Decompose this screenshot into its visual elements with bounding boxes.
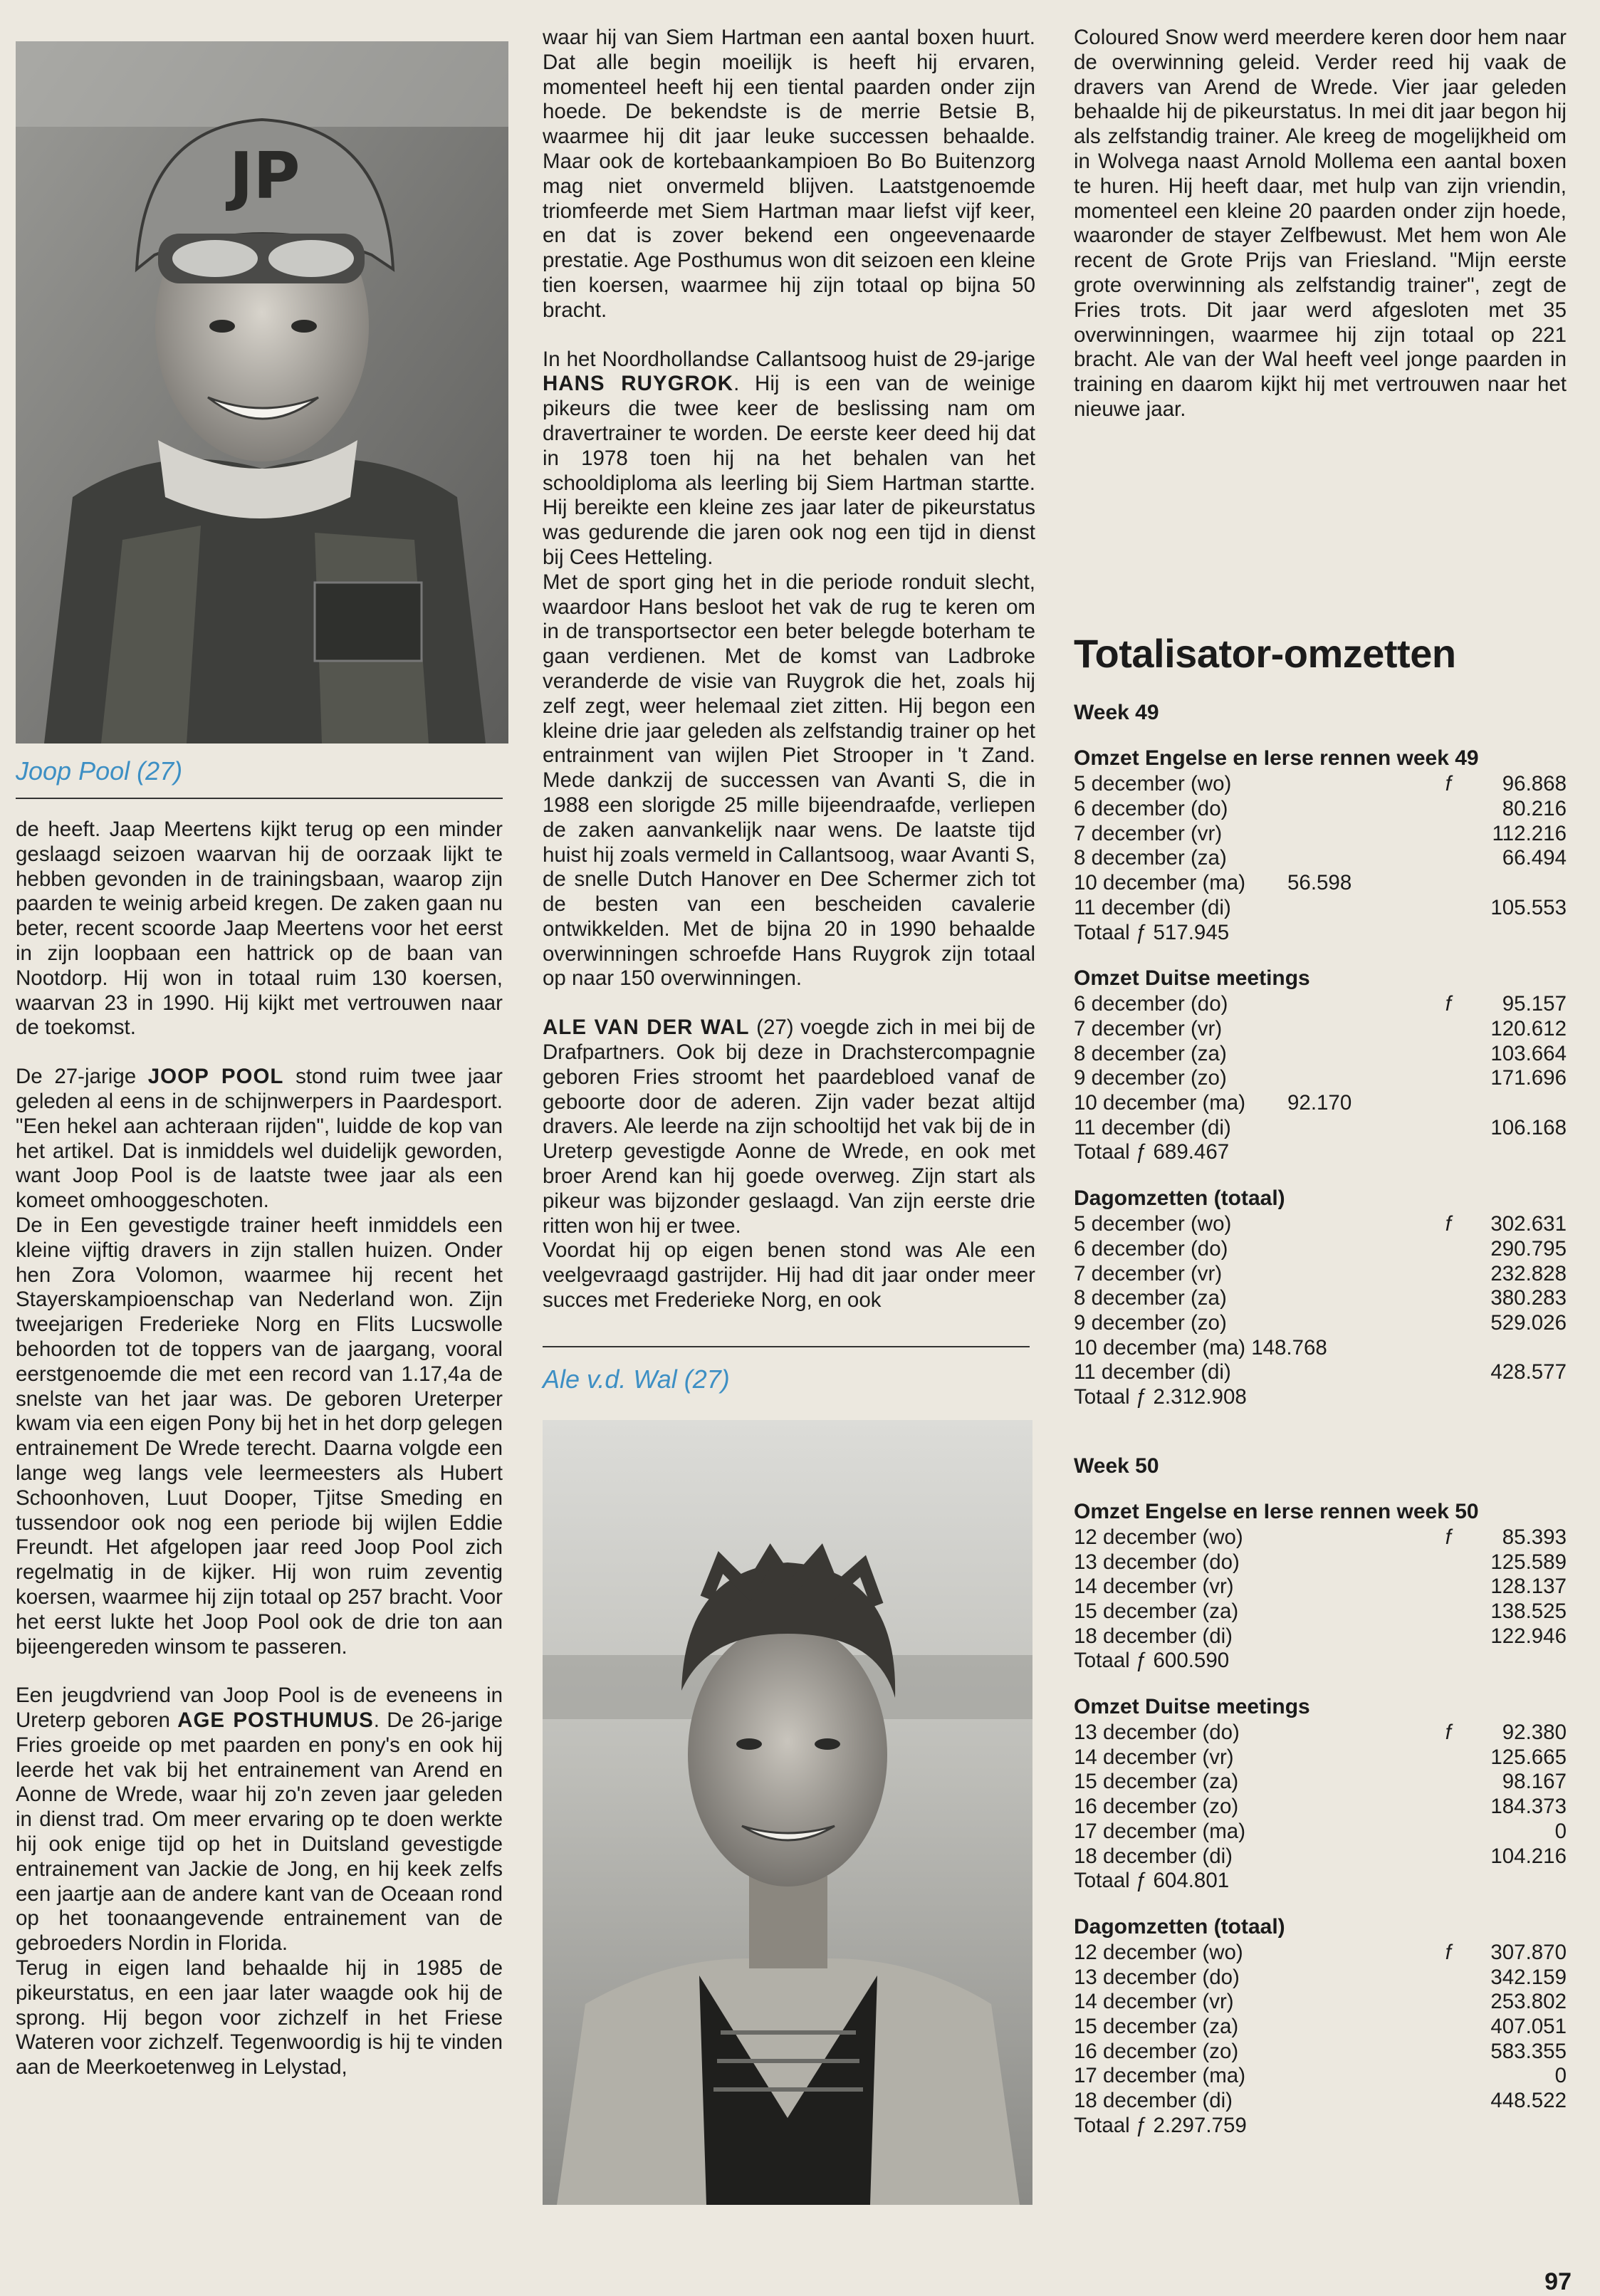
row-value: 448.522 (1490, 2089, 1567, 2113)
row-monday-value (1287, 1600, 1423, 1624)
row-monday-value (1287, 2015, 1423, 2040)
text: De 27-jarige (16, 1065, 148, 1089)
table-row (1074, 1525, 1567, 1550)
row-currency (1423, 1311, 1451, 1336)
week-50-section (1074, 1454, 1567, 2139)
row-value: 85.393 (1502, 1525, 1567, 1549)
paragraph-joop-pool (16, 1065, 503, 1214)
photo-caption-ale-van-der-wal: Ale v.d. Wal (27) (543, 1364, 730, 1394)
table-row (1074, 1746, 1567, 1770)
text: . Hij is een van de weinige pikeurs die twee keer de beslissing nam om dravertrainer te worden. De eerste keer deed hij dat in 1978 toen hij na het behalen van het schooldiploma als leerling bij Siem Hartman startte. Hij bereikte een kleine zes jaar later de pikeurstatus was gedurende die jaren ook nog een tijd in dienst bij Cees Hetteling. (543, 372, 1035, 569)
row-monday-value (1287, 1746, 1423, 1770)
row-value: 125.589 (1490, 1550, 1567, 1574)
row-value: 290.795 (1490, 1236, 1567, 1261)
row-monday-value (1287, 1844, 1423, 1869)
table-title: Dagomzetten (totaal) (1074, 1914, 1285, 1938)
week-49-section (1074, 701, 1567, 1409)
row-currency: f (1445, 1940, 1451, 1964)
row-currency (1423, 2064, 1451, 2089)
table-row (1074, 1575, 1567, 1600)
table-row (1074, 2089, 1567, 2114)
row-value (1451, 1336, 1567, 1361)
row-monday-value (1287, 896, 1423, 921)
row-monday-value (1287, 1360, 1423, 1385)
photo-caption-joop-pool: Joop Pool (27) (16, 756, 503, 799)
row-date: 6 december (do) (1074, 992, 1228, 1016)
paragraph: de heeft. Jaap Meertens kijkt terug op een minder geslaagd seizoen waarvan hij de oorzaak lijkt te hebben gevonden in de trainingsbaan, waarop zijn paarden te weinig arbeid kregen. De zaken gaan nu beter, recent scoorde Jaap Meertens voor het eerst in zijn loopbaan een hattrick op de baan van Nootdorp. Hij won in totaal ruim 130 koersen, waarvan 23 in 1990. Hij kijkt met vertrouwen naar de toekomst. (16, 818, 503, 1040)
row-date: 16 december (zo) (1074, 1795, 1239, 1819)
person-name: ALE VAN DER WAL (543, 1016, 750, 1040)
table-row (1074, 1262, 1567, 1287)
row-monday-value (1287, 1116, 1423, 1141)
photo-ale-van-der-wal (543, 1420, 1032, 2205)
row-currency: f (1445, 1525, 1451, 1549)
week-50-tables (1074, 1500, 1567, 2139)
row-date: 18 december (di) (1074, 1844, 1233, 1868)
row-currency: f (1445, 1721, 1451, 1745)
row-monday-value: 92.170 (1287, 1091, 1352, 1115)
row-currency (1423, 1066, 1451, 1091)
table-row (1074, 1966, 1567, 1990)
row-currency (1423, 1262, 1451, 1287)
table-row (1074, 2064, 1567, 2089)
row-value: 342.159 (1490, 1965, 1567, 1989)
row-date: 14 december (vr) (1074, 1575, 1234, 1599)
row-monday-value (1287, 1017, 1423, 1042)
table-title: Omzet Duitse meetings (1074, 966, 1310, 991)
table-row (1074, 1212, 1567, 1237)
row-value: 120.612 (1490, 1016, 1567, 1040)
table-row (1074, 1844, 1567, 1869)
row-date: 7 december (vr) (1074, 1016, 1223, 1040)
row-monday-value (1287, 1311, 1423, 1336)
row-currency (1423, 822, 1451, 847)
row-value: 112.216 (1492, 821, 1567, 845)
row-value: 66.494 (1502, 846, 1567, 870)
row-date: 18 december (di) (1074, 1624, 1233, 1648)
row-currency (1423, 1286, 1451, 1311)
row-value: 103.664 (1490, 1041, 1567, 1065)
table-row (1074, 772, 1567, 797)
row-monday-value (1287, 1286, 1423, 1311)
row-value: 307.870 (1490, 1940, 1567, 1964)
table-row (1074, 1066, 1567, 1091)
row-value: 171.696 (1490, 1066, 1567, 1090)
column-3 (1074, 26, 1567, 2139)
row-currency (1423, 2089, 1451, 2114)
row-monday-value (1287, 1990, 1423, 2015)
table-row (1074, 1624, 1567, 1649)
row-currency (1423, 1237, 1451, 1262)
row-date: 8 december (za) (1074, 1286, 1227, 1310)
table-row (1074, 846, 1567, 871)
row-monday-value (1287, 2064, 1423, 2089)
table-title: Omzet Duitse meetings (1074, 1695, 1310, 1719)
table-row (1074, 1042, 1567, 1067)
row-currency (1423, 871, 1451, 896)
row-currency (1423, 2015, 1451, 2040)
row-currency (1423, 1844, 1451, 1869)
row-monday-value: 56.598 (1287, 871, 1352, 895)
row-monday-value (1287, 2040, 1423, 2065)
paragraph: Voordat hij op eigen benen stond was Ale een veelgevraagd gastrijder. Hij had dit jaar onder meer succes met Frederieke Norg, en ook (543, 1238, 1035, 1313)
row-currency: f (1445, 1212, 1451, 1236)
column-1 (16, 41, 503, 2080)
row-currency (1423, 1966, 1451, 1990)
section-heading: Totalisator-omzetten (1074, 630, 1456, 676)
text: . De 26-jarige Fries groeide op met paarden en pony's en ook hij leerde het vak bij het entrainement van Arend en Aonne de Wrede, waar hij zo'n zeven jaar geleden in dienst trad. Om meer ervaring op te doen werkte hij ook enige tijd op het in Duitsland gevestigde entrainement van Jackie de Jong, en hij keek zelfs een jaartje aan de andere kant van de Oceaan rond op het toonaangevende entrainement van de gebroeders Nordin in Florida. (16, 1708, 503, 1956)
row-date: 10 december (ma) (1074, 871, 1246, 895)
table-title: Dagomzetten (totaal) (1074, 1186, 1285, 1211)
table-total: Totaal ƒ 2.297.759 (1074, 2113, 1247, 2137)
row-monday-value (1287, 2089, 1423, 2114)
table-total: Totaal ƒ 2.312.908 (1074, 1385, 1247, 1409)
row-value: 95.157 (1502, 992, 1567, 1016)
week-label: Week 49 (1074, 701, 1159, 725)
row-monday-value (1287, 797, 1423, 822)
table-row (1074, 1820, 1567, 1844)
turnover-table (1074, 1186, 1567, 1410)
row-date: 6 december (do) (1074, 1236, 1228, 1261)
paragraph: waar hij van Siem Hartman een aantal boxen huurt. Dat alle begin moeilijk is heeft hij ervaren, momenteel heeft hij een tiental paarden onder zijn hoede. De bekendste is de merrie Betsie B, waarmee hij dit jaar leuke successen behaalde. Maar ook de kortebaankampioen Bo Bo Buitenzorg mag niet onvermeld blijven. Laatstgenoemde triomfeerde met Siem Hartman maar liefst vijf keer, en dat is zover bekend een ongeevenaarde prestatie. Age Posthumus won dit seizoen een kleine tien koersen, waarmee hij zijn totaal op bijna 50 bracht. (543, 26, 1035, 322)
row-value: 232.828 (1490, 1261, 1567, 1285)
turnover-table (1074, 966, 1567, 1165)
table-row (1074, 2040, 1567, 2065)
row-value: 105.553 (1490, 895, 1567, 919)
row-date: 13 december (do) (1074, 1550, 1240, 1574)
row-value: 98.167 (1502, 1770, 1567, 1794)
row-value: 96.868 (1502, 772, 1567, 796)
row-currency (1423, 797, 1451, 822)
row-date: 15 december (za) (1074, 2015, 1239, 2039)
row-currency (1423, 1091, 1451, 1116)
row-date: 9 december (zo) (1074, 1311, 1227, 1335)
row-value: 125.665 (1490, 1745, 1567, 1769)
paragraph: Coloured Snow werd meerdere keren door hem naar de overwinning geleid. Verder reed hij vaak de dravers van Arend de Wrede. Vier jaar geleden behaalde hij de pikeurstatus. In mei dit jaar begon hij als zelfstandig trainer. Ale kreeg de mogelijkheid om in Wolvega naast Arnold Mollema een aantal boxen te huren. Hij heeft daar, met hulp van zijn vriendin, momenteel een kleine 20 paarden onder zijn hoede, waaronder de stayer Zelfbewust. Met hem won Ale recent de Grote Prijs van Friesland. "Mijn eerste grote overwinning als zelfstandig trainer", zegt de Fries trots. Dit jaar werd afgesloten met 35 overwinningen, waarmee hij zijn totaal op 221 bracht. Ale van der Wal heeft veel jonge paarden in training en daarom kijkt hij met vertrouwen naar het nieuwe jaar. (1074, 26, 1567, 421)
row-monday-value (1287, 1525, 1423, 1550)
row-value: 80.216 (1502, 797, 1567, 821)
row-monday-value (1287, 1966, 1423, 1990)
row-currency (1423, 1746, 1451, 1770)
row-value: 106.168 (1490, 1115, 1567, 1139)
row-value: 92.380 (1502, 1721, 1567, 1745)
row-currency (1423, 1795, 1451, 1820)
row-currency (1423, 1017, 1451, 1042)
row-value: 0 (1554, 2064, 1567, 2088)
paragraph-age-posthumus (16, 1684, 503, 1956)
table-title: Omzet Engelse en Ierse rennen week 49 (1074, 746, 1479, 771)
table-row (1074, 2015, 1567, 2040)
row-monday-value (1287, 1262, 1423, 1287)
column-2 (543, 26, 1035, 2205)
row-value: 380.283 (1490, 1286, 1567, 1310)
text: Een jeugdvriend van Joop Pool is de eveneens in Ureterp geboren (16, 1684, 503, 1733)
row-value: 138.525 (1490, 1599, 1567, 1623)
table-row (1074, 1990, 1567, 2015)
table-row (1074, 797, 1567, 822)
row-date: 17 december (ma) (1074, 2064, 1246, 2088)
text: In het Noordhollandse Callantsoog huist de 29-jarige (543, 347, 1035, 371)
row-date: 11 december (di) (1074, 1115, 1231, 1139)
row-value: 0 (1554, 1819, 1567, 1843)
paragraph: Met de sport ging het in die periode ronduit slecht, waardoor Hans besloot het vak de rug te keren om in de transportsector een beter belegde boterham te gaan verdienen. Met de komst van Ladbroke veranderde de visie van Ruygrok die het, zoals hij zelf zegt, weer helemaal ziet zitten. Hij begon een kleine drie jaar geleden als zelfstandig trainer op het entrainment van wijlen Piet Strooper in 't Zand. Mede dankzij de successen van Avanti S, die in 1988 een slorigde 25 mille bijeendraafde, verliepen de zaken aanvankelijk naar wens. De laatste tijd huist hij zoals vermeld in Callantsoog, waar Avanti S, de snelle Dutch Hanover en Dee Schermer zich tot de besten van een bescheiden cavalerie ontwikkelden. Met de bijna 20 in 1990 behaalde overwinningen schroefde Hans Ruygrok zijn totaal op naar 150 overwinningen. (543, 570, 1035, 991)
table-row (1074, 1286, 1567, 1311)
row-date: 16 december (zo) (1074, 2039, 1239, 2063)
row-currency (1423, 1990, 1451, 2015)
row-currency (1423, 896, 1451, 921)
table-row (1074, 1770, 1567, 1795)
table-row (1074, 871, 1567, 896)
row-value: 302.631 (1490, 1212, 1567, 1236)
svg-text:JP: JP (229, 139, 300, 214)
person-name: JOOP POOL (147, 1065, 284, 1089)
row-monday-value (1287, 1550, 1423, 1575)
row-date: 8 december (za) (1074, 846, 1227, 870)
row-date: 5 december (wo) (1074, 772, 1232, 796)
row-date: 7 december (vr) (1074, 1261, 1223, 1285)
table-row (1074, 1550, 1567, 1575)
row-value: 184.373 (1490, 1795, 1567, 1819)
row-monday-value (1287, 1770, 1423, 1795)
paragraph-hans-ruygrok (543, 348, 1035, 570)
row-currency (1423, 1575, 1451, 1600)
row-value: 583.355 (1490, 2039, 1567, 2063)
row-currency (1423, 1770, 1451, 1795)
table-total: Totaal ƒ 517.945 (1074, 920, 1230, 944)
portrait-joop-pool (16, 41, 508, 743)
table-row (1074, 1721, 1567, 1746)
person-name: HANS RUYGROK (543, 372, 734, 396)
row-value: 428.577 (1490, 1360, 1567, 1384)
photo-joop-pool (16, 41, 508, 743)
table-title: Omzet Engelse en Ierse rennen week 50 (1074, 1499, 1479, 1523)
row-date: 14 december (vr) (1074, 1745, 1234, 1769)
row-currency (1423, 1042, 1451, 1067)
table-row (1074, 896, 1567, 921)
paragraph: De in Een gevestigde trainer heeft inmiddels een kleine vijftig dravers in zijn stallen huizen. Onder hen Zora Volomon, waarmee hij recent het Stayerskampioenschap van Nederland won. Zijn tweejarigen Frederieke Norg en Flits Lucswolle behoorden tot de toppers van de jaargang, vooral eerstgenoemde die met een record van 1.17,4a de snelste van het jaar was. De geboren Ureterper kwam via een eigen Pony bij het in het dorp gelegen entrainement De Wrede terecht. Daarna volgde een lange weg langs vele leermeesters als Hubert Schoonhoven, Luut Dooper, Tjitse Smeding en tussendoor ook nog een periode bij wijlen Eddie Freundt. Het afgelopen jaar reed Joop Pool zich regelmatig in de kijker. Hij won ruim zeventig koersen, waarmee hij zijn totaal op 257 bracht. Voor het eerst lukte het Joop Pool ook de drie ton aan bijeengereden winsom te passeren. (16, 1213, 503, 1659)
table-row (1074, 1311, 1567, 1336)
row-date: 8 december (za) (1074, 1041, 1227, 1065)
row-monday-value (1287, 1941, 1423, 1966)
table-row (1074, 1360, 1567, 1385)
row-currency (1423, 1820, 1451, 1844)
row-date: 10 december (ma) 148.768 (1074, 1335, 1327, 1360)
row-value (1451, 871, 1567, 896)
table-row (1074, 992, 1567, 1017)
table-row (1074, 1116, 1567, 1141)
row-value: 122.946 (1490, 1624, 1567, 1648)
divider (543, 1346, 1030, 1347)
row-value (1451, 1091, 1567, 1116)
row-currency (1423, 1624, 1451, 1649)
row-monday-value (1287, 1042, 1423, 1067)
row-monday-value (1287, 1575, 1423, 1600)
row-value: 104.216 (1490, 1844, 1567, 1868)
row-monday-value (1287, 1212, 1423, 1237)
row-monday-value (1287, 1795, 1423, 1820)
row-currency (1423, 1116, 1451, 1141)
row-currency (1423, 846, 1451, 871)
table-row (1074, 1017, 1567, 1042)
row-date: 9 december (zo) (1074, 1066, 1227, 1090)
row-currency: f (1445, 992, 1451, 1016)
page-number: 97 (1544, 2268, 1572, 2295)
row-date: 14 december (vr) (1074, 1990, 1234, 2014)
row-currency (1423, 1360, 1451, 1385)
row-date: 11 december (di) (1074, 895, 1231, 919)
row-monday-value (1287, 1721, 1423, 1746)
row-date: 12 december (wo) (1074, 1940, 1243, 1964)
week-49-tables (1074, 746, 1567, 1409)
row-date: 10 december (ma) (1074, 1091, 1246, 1115)
row-date: 5 december (wo) (1074, 1212, 1232, 1236)
row-currency (1423, 1336, 1451, 1361)
table-row (1074, 1091, 1567, 1116)
table-row (1074, 1795, 1567, 1820)
row-monday-value (1287, 846, 1423, 871)
table-row (1074, 822, 1567, 847)
portrait-ale-van-der-wal (543, 1420, 1032, 2205)
table-total: Totaal ƒ 600.590 (1074, 1649, 1230, 1673)
row-value: 529.026 (1490, 1311, 1567, 1335)
row-date: 13 december (do) (1074, 1965, 1240, 1989)
row-currency: f (1445, 772, 1451, 796)
turnover-table (1074, 1915, 1567, 2139)
person-name: AGE POSTHUMUS (177, 1708, 374, 1733)
row-monday-value (1287, 772, 1423, 797)
row-monday-value (1287, 822, 1423, 847)
table-row (1074, 1941, 1567, 1966)
row-date: 15 december (za) (1074, 1770, 1239, 1794)
paragraph: Terug in eigen land behaalde hij in 1985 de pikeurstatus, en een jaar later waagde ook hij de sprong. Hij begon voor zichzelf in het Friese Wateren voor zichzelf. Tegenwoordig is hij te vinden aan de Meerkoetenweg in Lelystad, (16, 1956, 503, 2080)
row-date: 18 december (di) (1074, 2089, 1233, 2113)
row-value: 128.137 (1490, 1575, 1567, 1599)
row-monday-value (1287, 1624, 1423, 1649)
row-value: 407.051 (1490, 2015, 1567, 2039)
table-total: Totaal ƒ 689.467 (1074, 1140, 1230, 1164)
row-date: 6 december (do) (1074, 797, 1228, 821)
row-date: 12 december (wo) (1074, 1525, 1243, 1549)
row-monday-value (1287, 1336, 1423, 1361)
table-row (1074, 1600, 1567, 1624)
row-monday-value (1287, 992, 1423, 1017)
turnover-table (1074, 746, 1567, 945)
table-row (1074, 1336, 1567, 1361)
row-date: 11 december (di) (1074, 1360, 1231, 1384)
row-monday-value (1287, 1237, 1423, 1262)
row-date: 17 december (ma) (1074, 1819, 1246, 1843)
text: (27) voegde zich in mei bij de Drafpartners. Ook bij deze in Drachstercompagnie geboren Fries stroomt het paardebloed vanaf de geboorte door de aderen. Zijn vader bezat altijd dravers. Ale leerde na zijn schooltijd het vak bij de in Ureterp gevestigde Aonne de Wrede, en ook met broer Arend kan hij goede overweg. Zijn start als pikeur was bijzonder geslaagd. Van zijn eerste drie ritten won hij er twee. (543, 1016, 1035, 1238)
row-currency (1423, 1550, 1451, 1575)
text: stond ruim twee jaar geleden al eens in de schijnwerpers in Paardesport. "Een hekel aan achteraan rijden", luidde de kop van het artikel. Dat is inmiddels wel duidelijk geworden, want Joop Pool is de laatste twee jaar als een komeet omhooggeschoten. (16, 1065, 503, 1213)
turnover-table (1074, 1500, 1567, 1674)
row-value: 253.802 (1490, 1990, 1567, 2014)
row-currency (1423, 1600, 1451, 1624)
table-total: Totaal ƒ 604.801 (1074, 1869, 1230, 1893)
table-row (1074, 1237, 1567, 1262)
turnover-table (1074, 1695, 1567, 1894)
row-currency (1423, 2040, 1451, 2065)
row-date: 15 december (za) (1074, 1599, 1239, 1623)
row-monday-value (1287, 1066, 1423, 1091)
paragraph-ale-van-der-wal (543, 1016, 1035, 1238)
row-monday-value (1287, 1820, 1423, 1844)
row-date: 13 december (do) (1074, 1721, 1240, 1745)
week-label: Week 50 (1074, 1454, 1159, 1478)
row-date: 7 december (vr) (1074, 821, 1223, 845)
